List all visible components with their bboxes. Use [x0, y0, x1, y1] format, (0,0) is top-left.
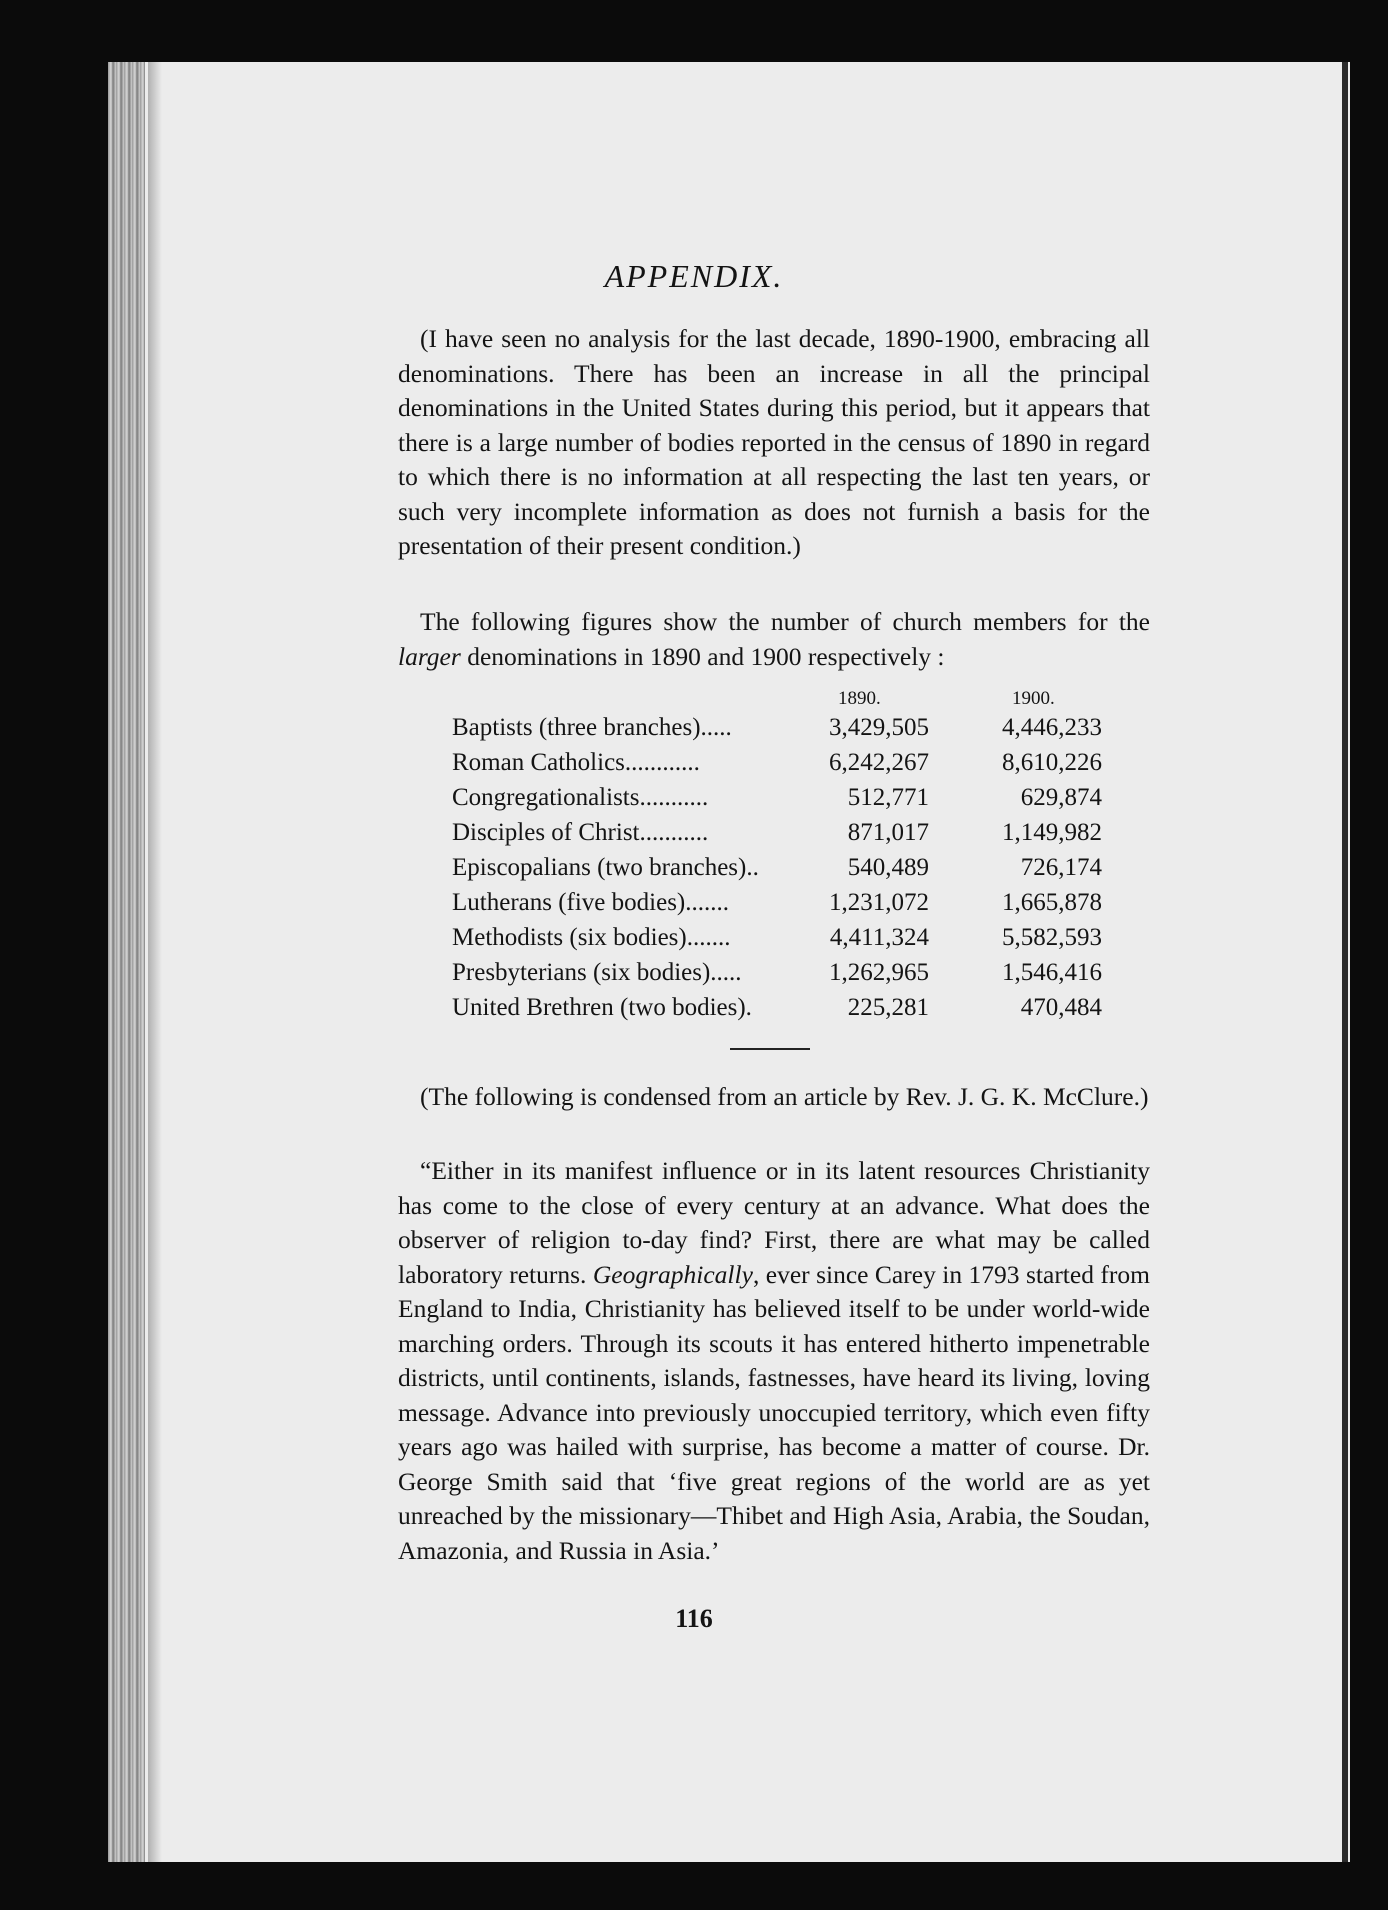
quote-text: “Either in its manifest influence or in its latent resources Christianity has come to the close of every century at an advance. What does the observer of religion to-day find? First, there are what may be called laboratory returns. — [398, 1156, 1150, 1289]
table-row — [452, 994, 1102, 1029]
members-1900: 629,874 — [1020, 784, 1102, 811]
table-row — [452, 714, 1102, 749]
intro-paragraph: (I have seen no analysis for the last decade, 1890-1900, embracing all denominations. There has been an increase in all the principal denominations in the United States during this period, but it appears that there is a large number of bodies reported in the census of 1890 in regard to which there is no information at all respecting the last ten years, or such very incomplete information as does not furnish a basis for the presentation of their present condition.) — [398, 324, 1150, 560]
table-row — [452, 924, 1102, 959]
figures-intro-paragraph — [398, 605, 1150, 674]
quote-text-end: , ever since Carey in 1793 started from England to India, Christianity has believed itself to be under world-wide marching orders. Through its scouts it has entered hitherto impenetrable districts, until continents, islands, fastnesses, have heard its living, loving message. Advance into previously unoccupied territory, which even fifty years ago was hailed with surprise, has become a matter of course. Dr. George Smith said that ‘five great regions of the world are as yet unreached by the missionary—Thibet and High Asia, Arabia, the Soudan, Amazonia, and Russia in Asia.’ — [398, 1259, 1150, 1565]
denomination-label: Presbyterians (six bodies)..... — [452, 959, 742, 986]
members-1890: 1,231,072 — [829, 889, 929, 916]
denomination-label: Lutherans (five bodies)....... — [452, 889, 730, 916]
page-edge — [1342, 62, 1348, 1862]
denomination-label: Congregationalists........... — [452, 784, 709, 811]
quote-paragraph — [398, 1154, 1150, 1568]
book-binding — [108, 62, 148, 1862]
denomination-label: Roman Catholics............ — [452, 749, 700, 776]
members-1890: 4,411,324 — [829, 924, 929, 951]
members-1890: 6,242,267 — [829, 749, 929, 776]
members-1900: 4,446,233 — [1002, 714, 1102, 741]
table-row — [452, 959, 1102, 994]
table-row — [452, 749, 1102, 784]
members-1890: 540,489 — [847, 854, 929, 881]
table-row — [452, 854, 1102, 889]
denomination-label: United Brethren (two bodies). — [452, 994, 752, 1021]
quote-emphasis: Geographically — [592, 1259, 753, 1289]
table-row — [452, 889, 1102, 924]
members-1900: 726,174 — [1020, 854, 1102, 881]
gutter-shadow — [148, 62, 162, 1862]
members-1900: 1,665,878 — [1002, 889, 1102, 916]
condensed-note: (The following is condensed from an article by Rev. J. G. K. McClure.) — [420, 1082, 1149, 1111]
members-1890: 3,429,505 — [829, 714, 929, 741]
members-1900: 1,546,416 — [1002, 959, 1102, 986]
denomination-label: Episcopalians (two branches).. — [452, 854, 759, 881]
members-1890: 512,771 — [847, 784, 929, 811]
members-1890: 225,281 — [847, 994, 929, 1021]
denomination-label: Methodists (six bodies)....... — [452, 924, 731, 951]
page-title: APPENDIX. — [604, 258, 784, 294]
members-1900: 470,484 — [1020, 994, 1102, 1021]
section-divider — [730, 1048, 810, 1050]
table-row — [452, 819, 1102, 854]
denomination-label: Disciples of Christ........... — [452, 819, 709, 846]
table-row — [452, 784, 1102, 819]
figures-intro-text: The following figures show the number of church members for the — [420, 607, 1150, 636]
members-1900: 5,582,593 — [1002, 924, 1102, 951]
figures-intro-text-end: denominations in 1890 and 1900 respectively : — [460, 641, 945, 671]
page-number: 116 — [675, 1604, 713, 1633]
members-1890: 871,017 — [847, 819, 929, 846]
column-header-1890: 1890. — [838, 688, 881, 709]
denomination-label: Baptists (three branches)..... — [452, 714, 732, 741]
members-1890: 1,262,965 — [829, 959, 929, 986]
figures-intro-emphasis: larger — [398, 641, 461, 671]
column-header-1900: 1900. — [1012, 688, 1055, 709]
members-1900: 8,610,226 — [1002, 749, 1102, 776]
members-1900: 1,149,982 — [1002, 819, 1102, 846]
